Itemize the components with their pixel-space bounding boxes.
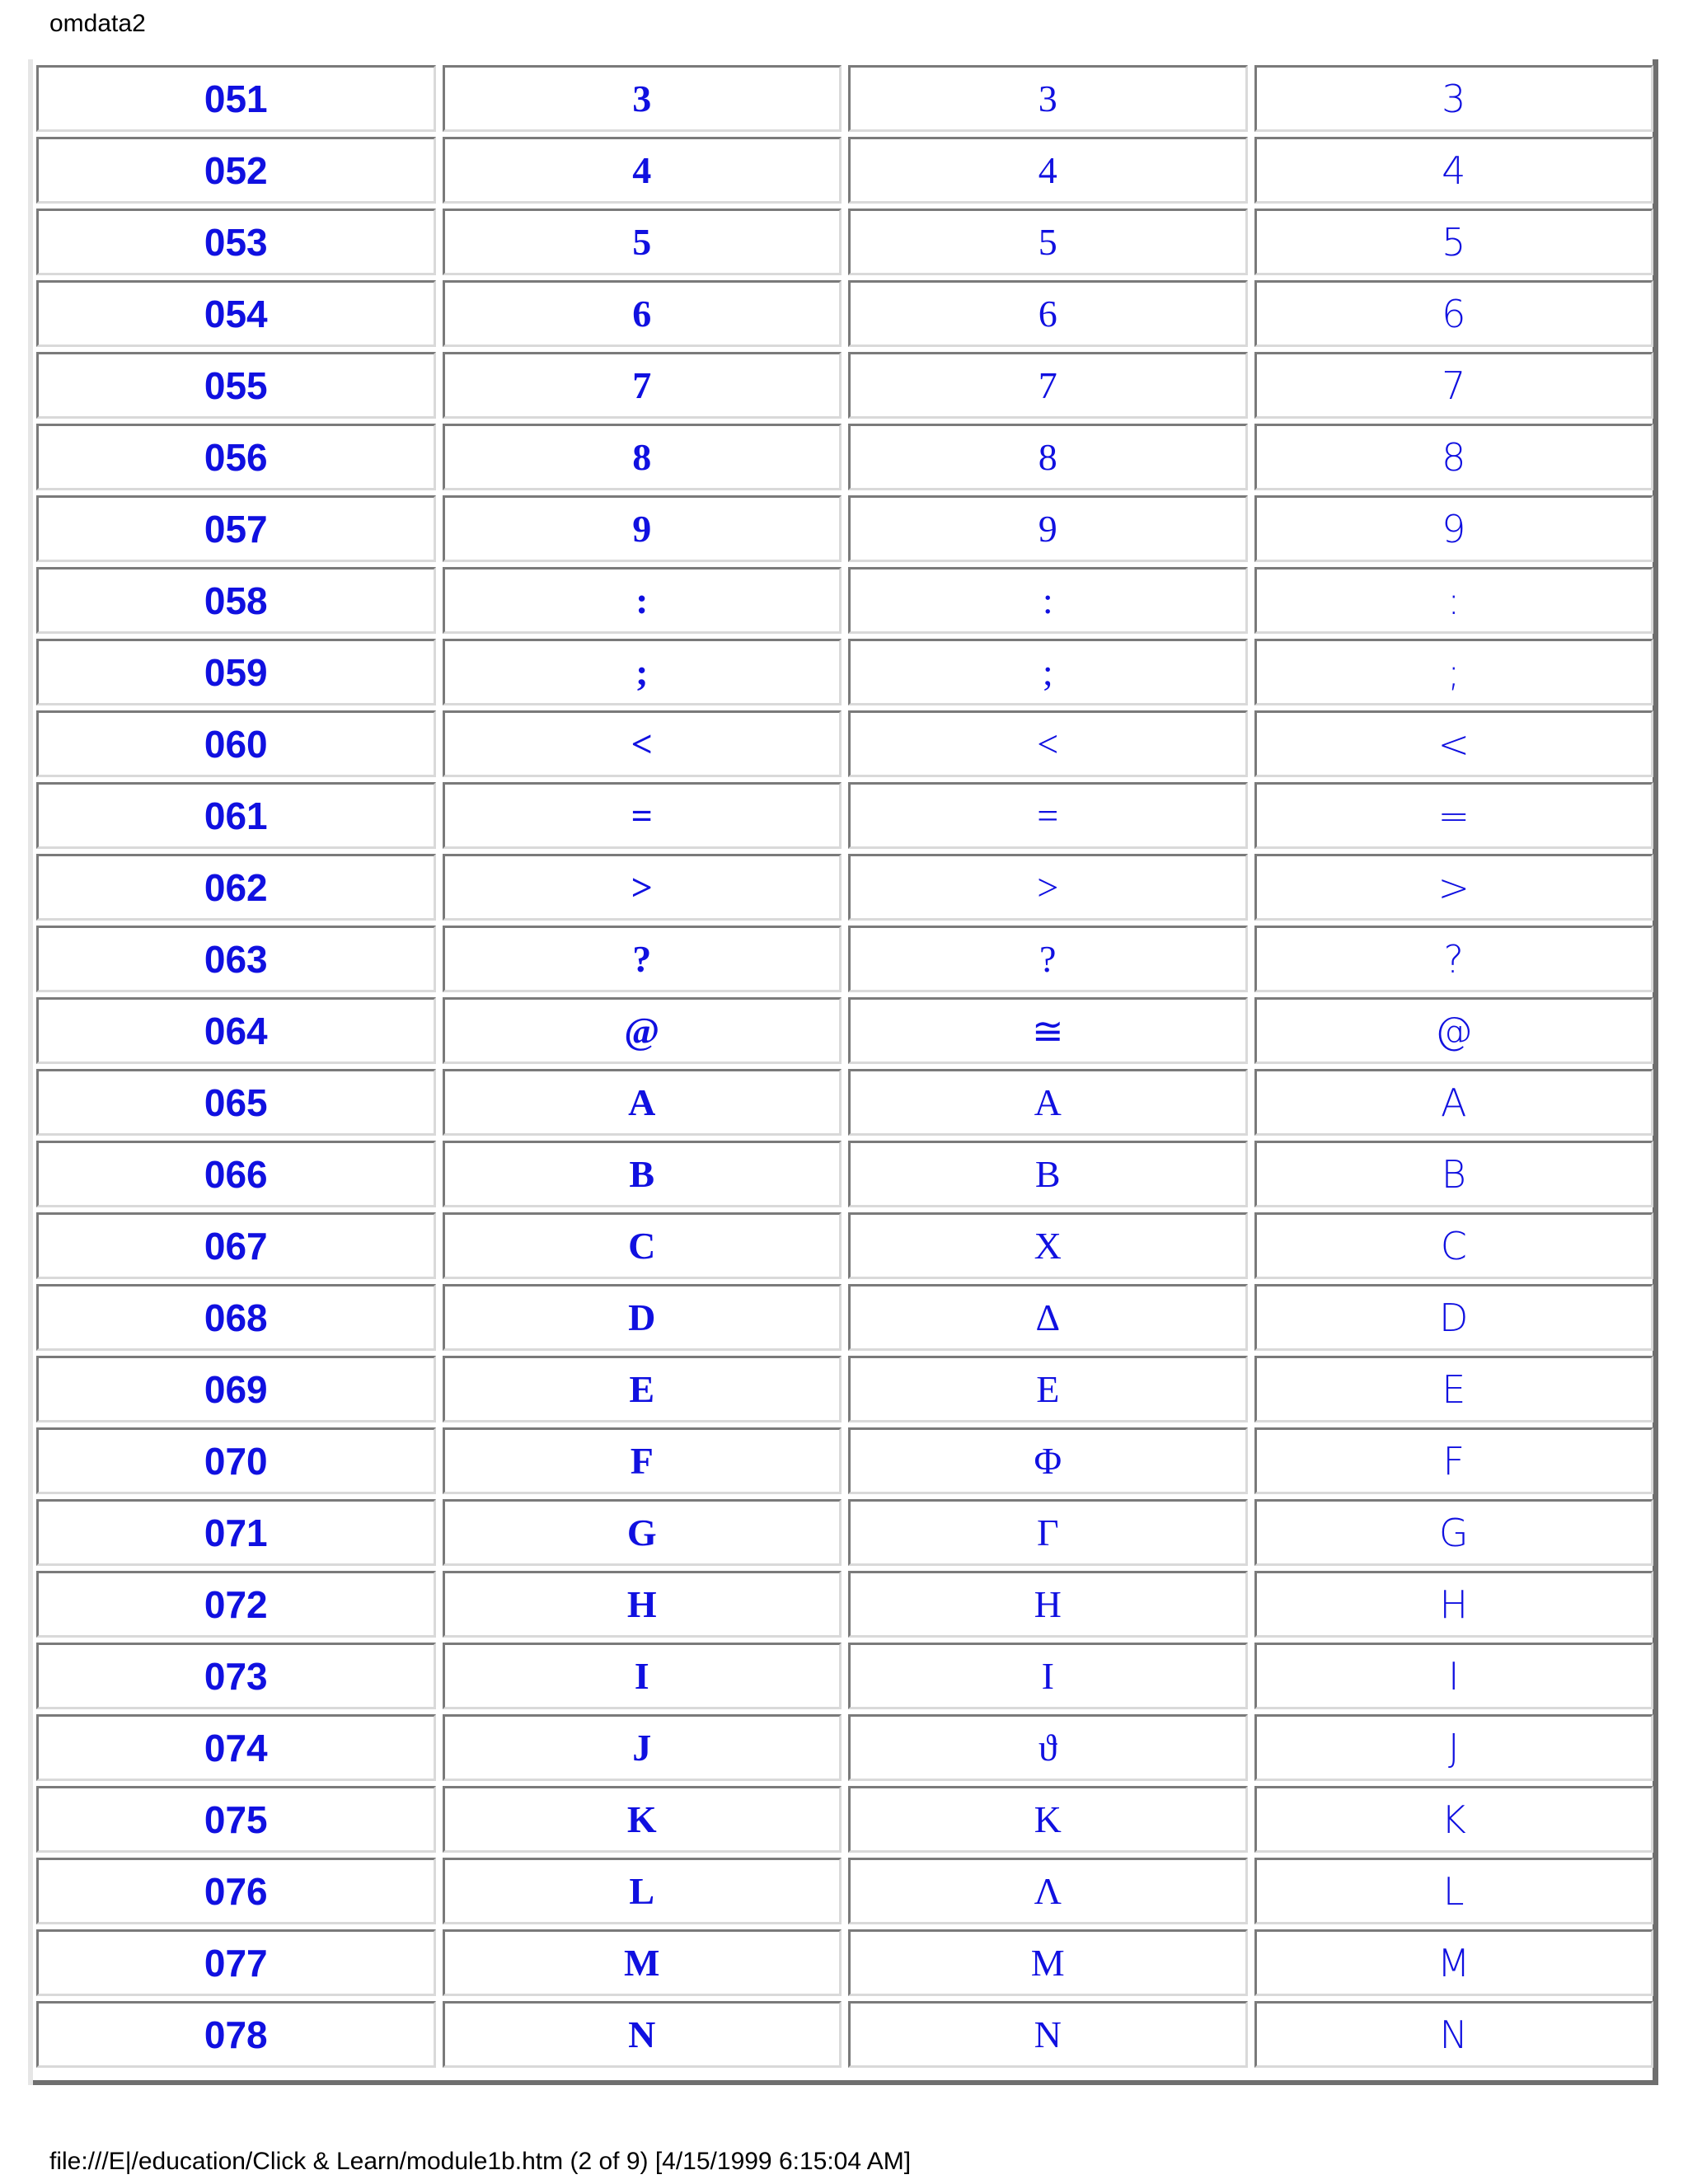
bold-glyph-cell: M (443, 1929, 842, 1996)
thin-glyph-cell: = (1254, 782, 1654, 849)
symbol-glyph-cell: < (848, 710, 1248, 777)
bold-glyph-cell: K (443, 1786, 842, 1853)
thin-glyph-cell: E (1254, 1356, 1654, 1422)
symbol-glyph-cell: Κ (848, 1786, 1248, 1853)
code-cell: 068 (36, 1284, 436, 1351)
bold-glyph-cell: I (443, 1643, 842, 1709)
code-cell: 054 (36, 280, 436, 347)
symbol-glyph-cell: : (848, 567, 1248, 634)
code-cell: 057 (36, 495, 436, 562)
thin-glyph-cell: H (1254, 1571, 1654, 1638)
symbol-glyph-cell: Γ (848, 1499, 1248, 1566)
thin-glyph-cell: 3 (1254, 65, 1654, 132)
code-cell: 073 (36, 1643, 436, 1709)
code-cell: 056 (36, 424, 436, 490)
bold-glyph-cell: B (443, 1141, 842, 1207)
thin-glyph-cell: L (1254, 1858, 1654, 1924)
bold-glyph-cell: @ (443, 997, 842, 1064)
thin-glyph-cell: C (1254, 1212, 1654, 1279)
code-cell: 077 (36, 1929, 436, 1996)
bold-glyph-cell: N (443, 2001, 842, 2068)
thin-glyph-cell: D (1254, 1284, 1654, 1351)
page-header-title: omdata2 (49, 10, 146, 37)
bold-glyph-cell: 8 (443, 424, 842, 490)
code-cell: 078 (36, 2001, 436, 2068)
code-cell: 059 (36, 639, 436, 705)
table-frame-bottom-edge (33, 2080, 1653, 2085)
thin-glyph-cell: 9 (1254, 495, 1654, 562)
bold-glyph-cell: H (443, 1571, 842, 1638)
code-cell: 058 (36, 567, 436, 634)
symbol-glyph-cell: ; (848, 639, 1248, 705)
bold-glyph-cell: ; (443, 639, 842, 705)
symbol-glyph-cell: 7 (848, 352, 1248, 419)
thin-glyph-cell: 5 (1254, 209, 1654, 275)
symbol-glyph-cell: Μ (848, 1929, 1248, 1996)
bold-glyph-cell: 5 (443, 209, 842, 275)
bold-glyph-cell: 3 (443, 65, 842, 132)
thin-glyph-cell: A (1254, 1069, 1654, 1136)
symbol-glyph-cell: Α (848, 1069, 1248, 1136)
thin-glyph-cell: ; (1254, 639, 1654, 705)
code-cell: 076 (36, 1858, 436, 1924)
symbol-glyph-cell: Ι (848, 1643, 1248, 1709)
bold-glyph-cell: = (443, 782, 842, 849)
code-cell: 075 (36, 1786, 436, 1853)
thin-glyph-cell: K (1254, 1786, 1654, 1853)
symbol-glyph-cell: 8 (848, 424, 1248, 490)
symbol-glyph-cell: Ε (848, 1356, 1248, 1422)
symbol-glyph-cell: 5 (848, 209, 1248, 275)
code-cell: 064 (36, 997, 436, 1064)
bold-glyph-cell: 9 (443, 495, 842, 562)
code-cell: 051 (36, 65, 436, 132)
code-cell: 061 (36, 782, 436, 849)
code-cell: 066 (36, 1141, 436, 1207)
bold-glyph-cell: J (443, 1714, 842, 1781)
bold-glyph-cell: : (443, 567, 842, 634)
code-cell: 065 (36, 1069, 436, 1136)
symbol-glyph-cell: > (848, 854, 1248, 921)
thin-glyph-cell: 8 (1254, 424, 1654, 490)
symbol-glyph-cell: Δ (848, 1284, 1248, 1351)
bold-glyph-cell: 4 (443, 137, 842, 204)
bold-glyph-cell: > (443, 854, 842, 921)
symbol-glyph-cell: Β (848, 1141, 1248, 1207)
bold-glyph-cell: 6 (443, 280, 842, 347)
symbol-glyph-cell: Ν (848, 2001, 1248, 2068)
thin-glyph-cell: > (1254, 854, 1654, 921)
bold-glyph-cell: < (443, 710, 842, 777)
symbol-glyph-cell: ? (848, 926, 1248, 992)
code-cell: 060 (36, 710, 436, 777)
bold-glyph-cell: D (443, 1284, 842, 1351)
thin-glyph-cell: B (1254, 1141, 1654, 1207)
thin-glyph-cell: F (1254, 1427, 1654, 1494)
code-cell: 052 (36, 137, 436, 204)
symbol-glyph-cell: 9 (848, 495, 1248, 562)
code-cell: 062 (36, 854, 436, 921)
thin-glyph-cell: M (1254, 1929, 1654, 1996)
code-cell: 067 (36, 1212, 436, 1279)
thin-glyph-cell: I (1254, 1643, 1654, 1709)
code-cell: 072 (36, 1571, 436, 1638)
thin-glyph-cell: < (1254, 710, 1654, 777)
thin-glyph-cell: 7 (1254, 352, 1654, 419)
code-cell: 071 (36, 1499, 436, 1566)
bold-glyph-cell: 7 (443, 352, 842, 419)
symbol-glyph-cell: Η (848, 1571, 1248, 1638)
character-table (36, 63, 1653, 2070)
symbol-glyph-cell: 3 (848, 65, 1248, 132)
symbol-glyph-cell: Λ (848, 1858, 1248, 1924)
thin-glyph-cell: ? (1254, 926, 1654, 992)
thin-glyph-cell: J (1254, 1714, 1654, 1781)
symbol-glyph-cell: 4 (848, 137, 1248, 204)
bold-glyph-cell: A (443, 1069, 842, 1136)
thin-glyph-cell: N (1254, 2001, 1654, 2068)
code-cell: 053 (36, 209, 436, 275)
thin-glyph-cell: @ (1254, 997, 1654, 1064)
symbol-glyph-cell: 6 (848, 280, 1248, 347)
symbol-glyph-cell: ≅ (848, 997, 1248, 1064)
code-cell: 055 (36, 352, 436, 419)
bold-glyph-cell: ? (443, 926, 842, 992)
page-footer-url: file:///E|/education/Click & Learn/module1b.htm (2 of 9) [4/15/1999 6:15:04 AM] (49, 2148, 912, 2175)
bold-glyph-cell: C (443, 1212, 842, 1279)
symbol-glyph-cell: ϑ (848, 1714, 1248, 1781)
symbol-glyph-cell: Φ (848, 1427, 1248, 1494)
symbol-glyph-cell: Χ (848, 1212, 1248, 1279)
code-cell: 063 (36, 926, 436, 992)
code-cell: 069 (36, 1356, 436, 1422)
bold-glyph-cell: F (443, 1427, 842, 1494)
bold-glyph-cell: E (443, 1356, 842, 1422)
thin-glyph-cell: G (1254, 1499, 1654, 1566)
code-cell: 070 (36, 1427, 436, 1494)
thin-glyph-cell: 6 (1254, 280, 1654, 347)
thin-glyph-cell: 4 (1254, 137, 1654, 204)
symbol-glyph-cell: = (848, 782, 1248, 849)
thin-glyph-cell: : (1254, 567, 1654, 634)
bold-glyph-cell: L (443, 1858, 842, 1924)
bold-glyph-cell: G (443, 1499, 842, 1566)
code-cell: 074 (36, 1714, 436, 1781)
